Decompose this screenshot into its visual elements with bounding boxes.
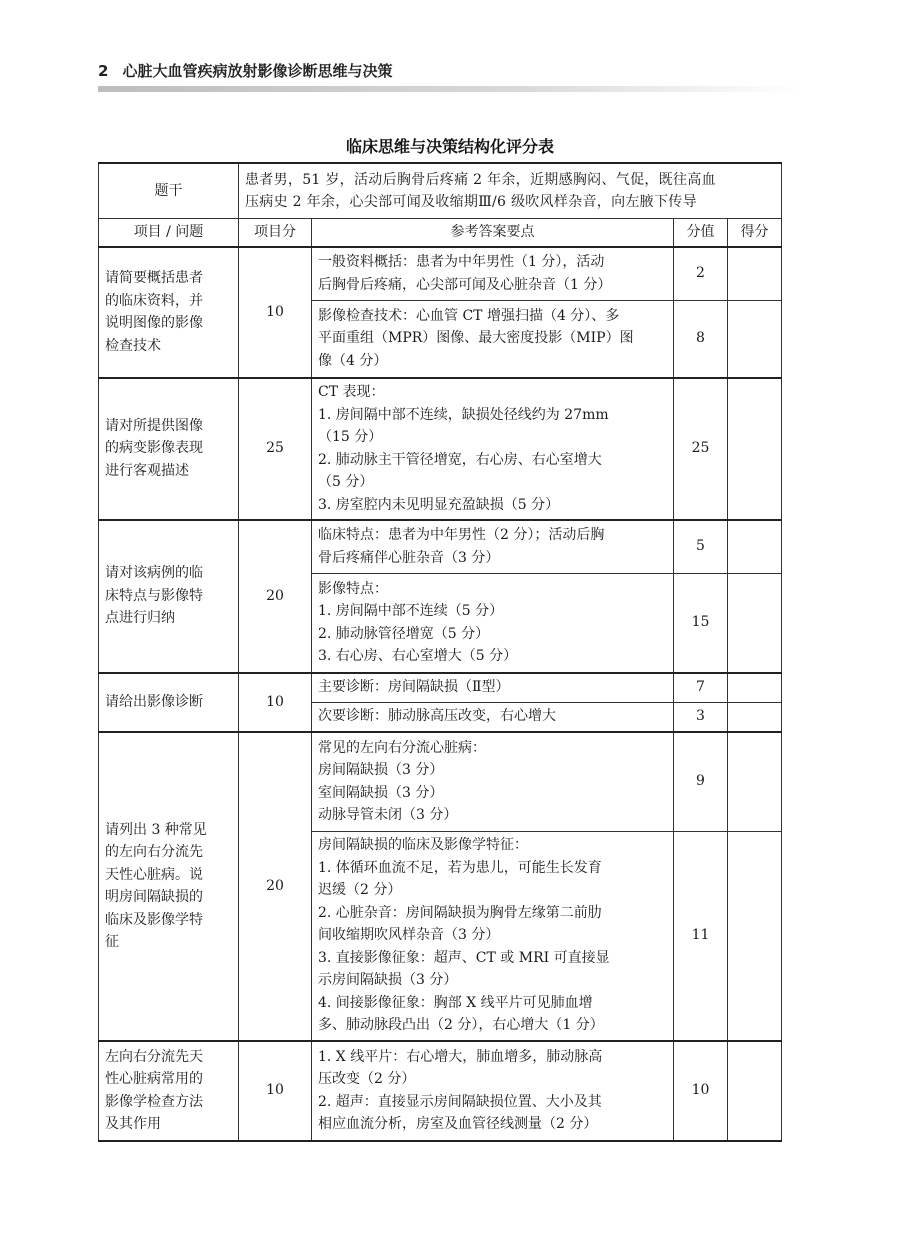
answer-line: 房间隔缺损（3 分） — [318, 762, 444, 778]
answer-line: 像（4 分） — [318, 352, 388, 369]
question-cell — [99, 732, 239, 1041]
answer-line: 1. 房间隔中部不连续，缺损处径线约为 27mm — [318, 406, 609, 423]
earned-cell — [728, 1041, 782, 1141]
answer-cell — [312, 673, 674, 703]
answer-line: 3. 右心房、右心室增大（5 分） — [318, 648, 518, 664]
running-header — [98, 60, 798, 81]
item-score: 10 — [239, 247, 312, 378]
answer-line: 2. 肺动脉管径增宽（5 分） — [318, 625, 490, 642]
answer-cell — [312, 702, 674, 732]
answer-cell — [312, 520, 674, 574]
answer-line: 2. 肺动脉主干管径增宽，右心房、右心室增大 — [318, 451, 602, 468]
item-score: 10 — [239, 673, 312, 732]
question-line: 点进行归纳 — [105, 610, 175, 627]
answer-line: 1. X 线平片：右心增大，肺血增多，肺动脉高 — [318, 1048, 603, 1065]
question-line: 请给出影像诊断 — [105, 693, 203, 710]
answer-line: 室间隔缺损（3 分） — [318, 784, 444, 801]
stem-line: 患者男，51 岁，活动后胸骨后疼痛 2 年余，近期感胸闷、气促，既往高血 — [245, 171, 716, 188]
answer-cell — [312, 1041, 674, 1141]
table-row — [99, 1041, 782, 1141]
question-line: 的病变影像表现 — [105, 440, 203, 457]
question-cell — [99, 378, 239, 520]
earned-cell — [728, 300, 782, 378]
scoring-table — [98, 162, 782, 1142]
answer-cell — [312, 573, 674, 673]
answer-line: 2. 超声：直接显示房间隔缺损位置、大小及其 — [318, 1093, 602, 1110]
points-cell: 7 — [674, 673, 728, 703]
answer-line: 多、肺动脉段凸出（2 分），右心增大（1 分） — [318, 1017, 604, 1034]
page-number: 2 — [98, 62, 109, 80]
question-line: 请对所提供图像 — [105, 417, 203, 434]
question-line: 进行客观描述 — [105, 462, 189, 479]
answer-line: 1. 房间隔中部不连续（5 分） — [318, 603, 504, 619]
table-title: 临床思维与决策结构化评分表 — [345, 137, 554, 156]
earned-cell — [728, 573, 782, 673]
answer-line: 相应血流分析，房室及血管径线测量（2 分） — [318, 1116, 598, 1132]
question-cell — [99, 673, 239, 732]
book-title: 心脏大血管疾病放射影像诊断思维与决策 — [122, 62, 393, 80]
question-cell — [99, 1041, 239, 1141]
answer-line: 次要诊断：肺动脉高压改变，右心增大 — [318, 708, 556, 725]
question-line: 请对该病例的临 — [105, 565, 203, 582]
header-row — [99, 219, 782, 247]
answer-line: 压改变（2 分） — [318, 1071, 416, 1087]
points-cell: 2 — [674, 247, 728, 301]
points-cell: 11 — [674, 831, 728, 1041]
answer-line: 4. 间接影像征象：胸部 X 线平片可见肺血增 — [318, 994, 593, 1011]
earned-cell — [728, 702, 782, 732]
stem-label: 题干 — [99, 163, 239, 219]
answer-line: 主要诊断：房间隔缺损（Ⅱ型） — [318, 679, 510, 696]
question-line: 检查技术 — [105, 337, 161, 354]
points-cell: 8 — [674, 300, 728, 378]
earned-cell — [728, 673, 782, 703]
answer-line: 临床特点：患者为中年男性（2 分）；活动后胸 — [318, 527, 605, 543]
item-score: 20 — [239, 732, 312, 1041]
answer-line: 房间隔缺损的临床及影像学特征： — [318, 837, 528, 854]
points-cell: 25 — [674, 378, 728, 520]
answer-cell — [312, 247, 674, 301]
question-line: 临床及影像学特 — [105, 911, 203, 928]
answer-cell — [312, 732, 674, 832]
question-line: 性心脏病常用的 — [105, 1071, 203, 1087]
stem-text — [239, 163, 782, 219]
answer-line: 平面重组（MPR）图像、最大密度投影（MIP）图 — [318, 330, 634, 347]
answer-line: 骨后疼痛伴心脏杂音（3 分） — [318, 549, 500, 566]
answer-line: 迟缓（2 分） — [318, 882, 402, 899]
table-row — [99, 247, 782, 301]
points-cell: 5 — [674, 520, 728, 574]
question-cell — [99, 247, 239, 378]
item-score: 25 — [239, 378, 312, 520]
answer-line: 影像检查技术：心血管 CT 增强扫描（4 分）、多 — [318, 307, 620, 324]
earned-cell — [728, 378, 782, 520]
answer-line: 间收缩期吹风样杂音（3 分） — [318, 927, 500, 944]
table-row — [99, 673, 782, 703]
points-cell: 9 — [674, 732, 728, 832]
answer-line: 动脉导管未闭（3 分） — [318, 807, 458, 823]
table-row — [99, 732, 782, 832]
question-cell — [99, 520, 239, 673]
col-header-item-score: 项目分 — [239, 219, 312, 247]
answer-line: 1. 体循环血流不足，若为患儿，可能生长发育 — [318, 859, 602, 876]
answer-cell — [312, 300, 674, 378]
answer-line: CT 表现： — [318, 384, 385, 400]
answer-line: 示房间隔缺损（3 分） — [318, 972, 458, 989]
answer-line: （5 分） — [318, 474, 374, 490]
answer-line: 一般资料概括：患者为中年男性（1 分），活动 — [318, 254, 605, 270]
question-line: 请列出 3 种常见 — [105, 821, 207, 838]
answer-cell — [312, 831, 674, 1041]
answer-line: 3. 房室腔内未见明显充盈缺损（5 分） — [318, 496, 560, 513]
answer-line: 常见的左向右分流心脏病： — [318, 739, 486, 756]
answer-line: 2. 心脏杂音：房间隔缺损为胸骨左缘第二前肋 — [318, 904, 602, 921]
stem-line: 压病史 2 年余，心尖部可闻及收缩期Ⅲ/6 级吹风样杂音，向左腋下传导 — [245, 194, 697, 210]
answer-line: 影像特点： — [318, 580, 388, 597]
question-line: 请简要概括患者 — [105, 270, 203, 286]
col-header-answer: 参考答案要点 — [312, 219, 674, 247]
question-line: 及其作用 — [105, 1116, 161, 1132]
table-row — [99, 378, 782, 520]
question-line: 说明图像的影像 — [105, 315, 203, 331]
question-line: 明房间隔缺损的 — [105, 889, 203, 905]
question-line: 征 — [105, 934, 119, 950]
earned-cell — [728, 732, 782, 832]
header-rule — [98, 86, 800, 92]
item-score: 20 — [239, 520, 312, 673]
question-line: 的左向右分流先 — [105, 844, 203, 860]
col-header-points: 分值 — [674, 219, 728, 247]
points-cell: 10 — [674, 1041, 728, 1141]
item-score: 10 — [239, 1041, 312, 1141]
question-line: 天性心脏病。说 — [105, 866, 203, 883]
earned-cell — [728, 520, 782, 574]
question-line: 的临床资料，并 — [105, 292, 203, 309]
col-header-earned: 得分 — [728, 219, 782, 247]
points-cell: 3 — [674, 702, 728, 732]
points-cell: 15 — [674, 573, 728, 673]
answer-line: 后胸骨后疼痛，心尖部可闻及心脏杂音（1 分） — [318, 276, 612, 293]
answer-line: （15 分） — [318, 429, 383, 445]
answer-cell — [312, 378, 674, 520]
col-header-question: 项目 / 问题 — [99, 219, 239, 247]
earned-cell — [728, 247, 782, 301]
earned-cell — [728, 831, 782, 1041]
question-line: 床特点与影像特 — [105, 587, 203, 604]
question-line: 影像学检查方法 — [105, 1093, 203, 1110]
stem-row — [99, 163, 782, 219]
table-row — [99, 520, 782, 574]
question-line: 左向右分流先天 — [105, 1048, 203, 1065]
answer-line: 3. 直接影像征象：超声、CT 或 MRI 可直接显 — [318, 949, 610, 966]
